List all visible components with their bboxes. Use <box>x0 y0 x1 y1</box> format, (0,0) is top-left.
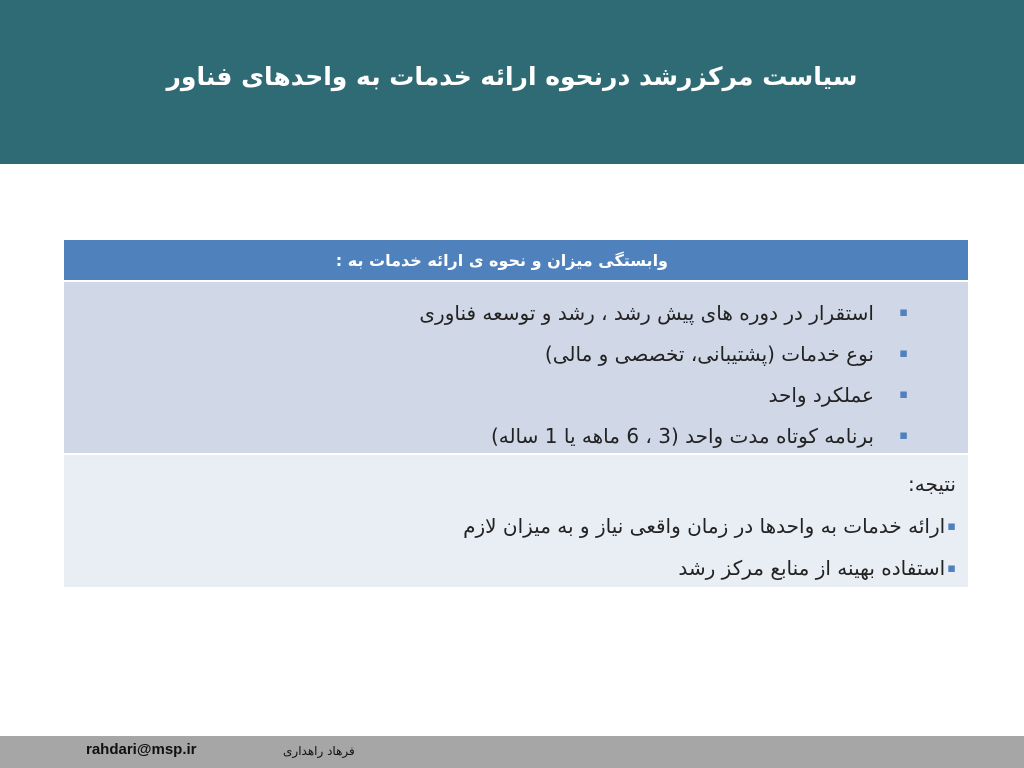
list-item <box>64 333 908 374</box>
footer-bar <box>0 736 1024 768</box>
bullet-icon: ▪ <box>899 346 908 361</box>
list-item <box>64 374 908 415</box>
bullet-icon: ▪ <box>947 518 956 534</box>
list-item <box>64 415 908 456</box>
table-header: وابستگی میزان و نحوه ی ارائه خدمات به : <box>64 240 968 280</box>
result-text: ارائه خدمات به واحدها در زمان واقعی نیاز و به میزان لازم <box>463 514 946 538</box>
result-text: استفاده بهینه از منابع مرکز رشد <box>678 556 946 580</box>
bullet-icon: ▪ <box>899 305 908 320</box>
title-banner <box>0 0 1024 164</box>
bullet-text: برنامه کوتاه مدت واحد (3 ، 6 ماهه یا 1 ساله) <box>490 423 874 448</box>
bullet-icon: ▪ <box>899 428 908 443</box>
footer-author: فرهاد راهداری <box>283 744 355 758</box>
criteria-row <box>64 280 968 453</box>
bullet-icon: ▪ <box>899 387 908 402</box>
bullet-text: استقرار در دوره های پیش رشد ، رشد و توسعه فناوری <box>419 300 874 325</box>
bullet-text: عملکرد واحد <box>768 382 874 407</box>
bullet-text: نوع خدمات (پشتیبانی، تخصصی و مالی) <box>544 341 874 366</box>
content-table <box>64 240 968 587</box>
list-item <box>64 547 956 589</box>
list-item <box>64 292 908 333</box>
result-row <box>64 453 968 587</box>
list-item <box>64 505 956 547</box>
result-label: نتیجه: <box>907 472 956 496</box>
bullet-icon: ▪ <box>947 560 956 576</box>
footer-email: rahdari@msp.ir <box>86 741 197 758</box>
slide-title: سیاست مرکزرشد درنحوه ارائه خدمات به واحدهای فناور <box>166 62 858 91</box>
